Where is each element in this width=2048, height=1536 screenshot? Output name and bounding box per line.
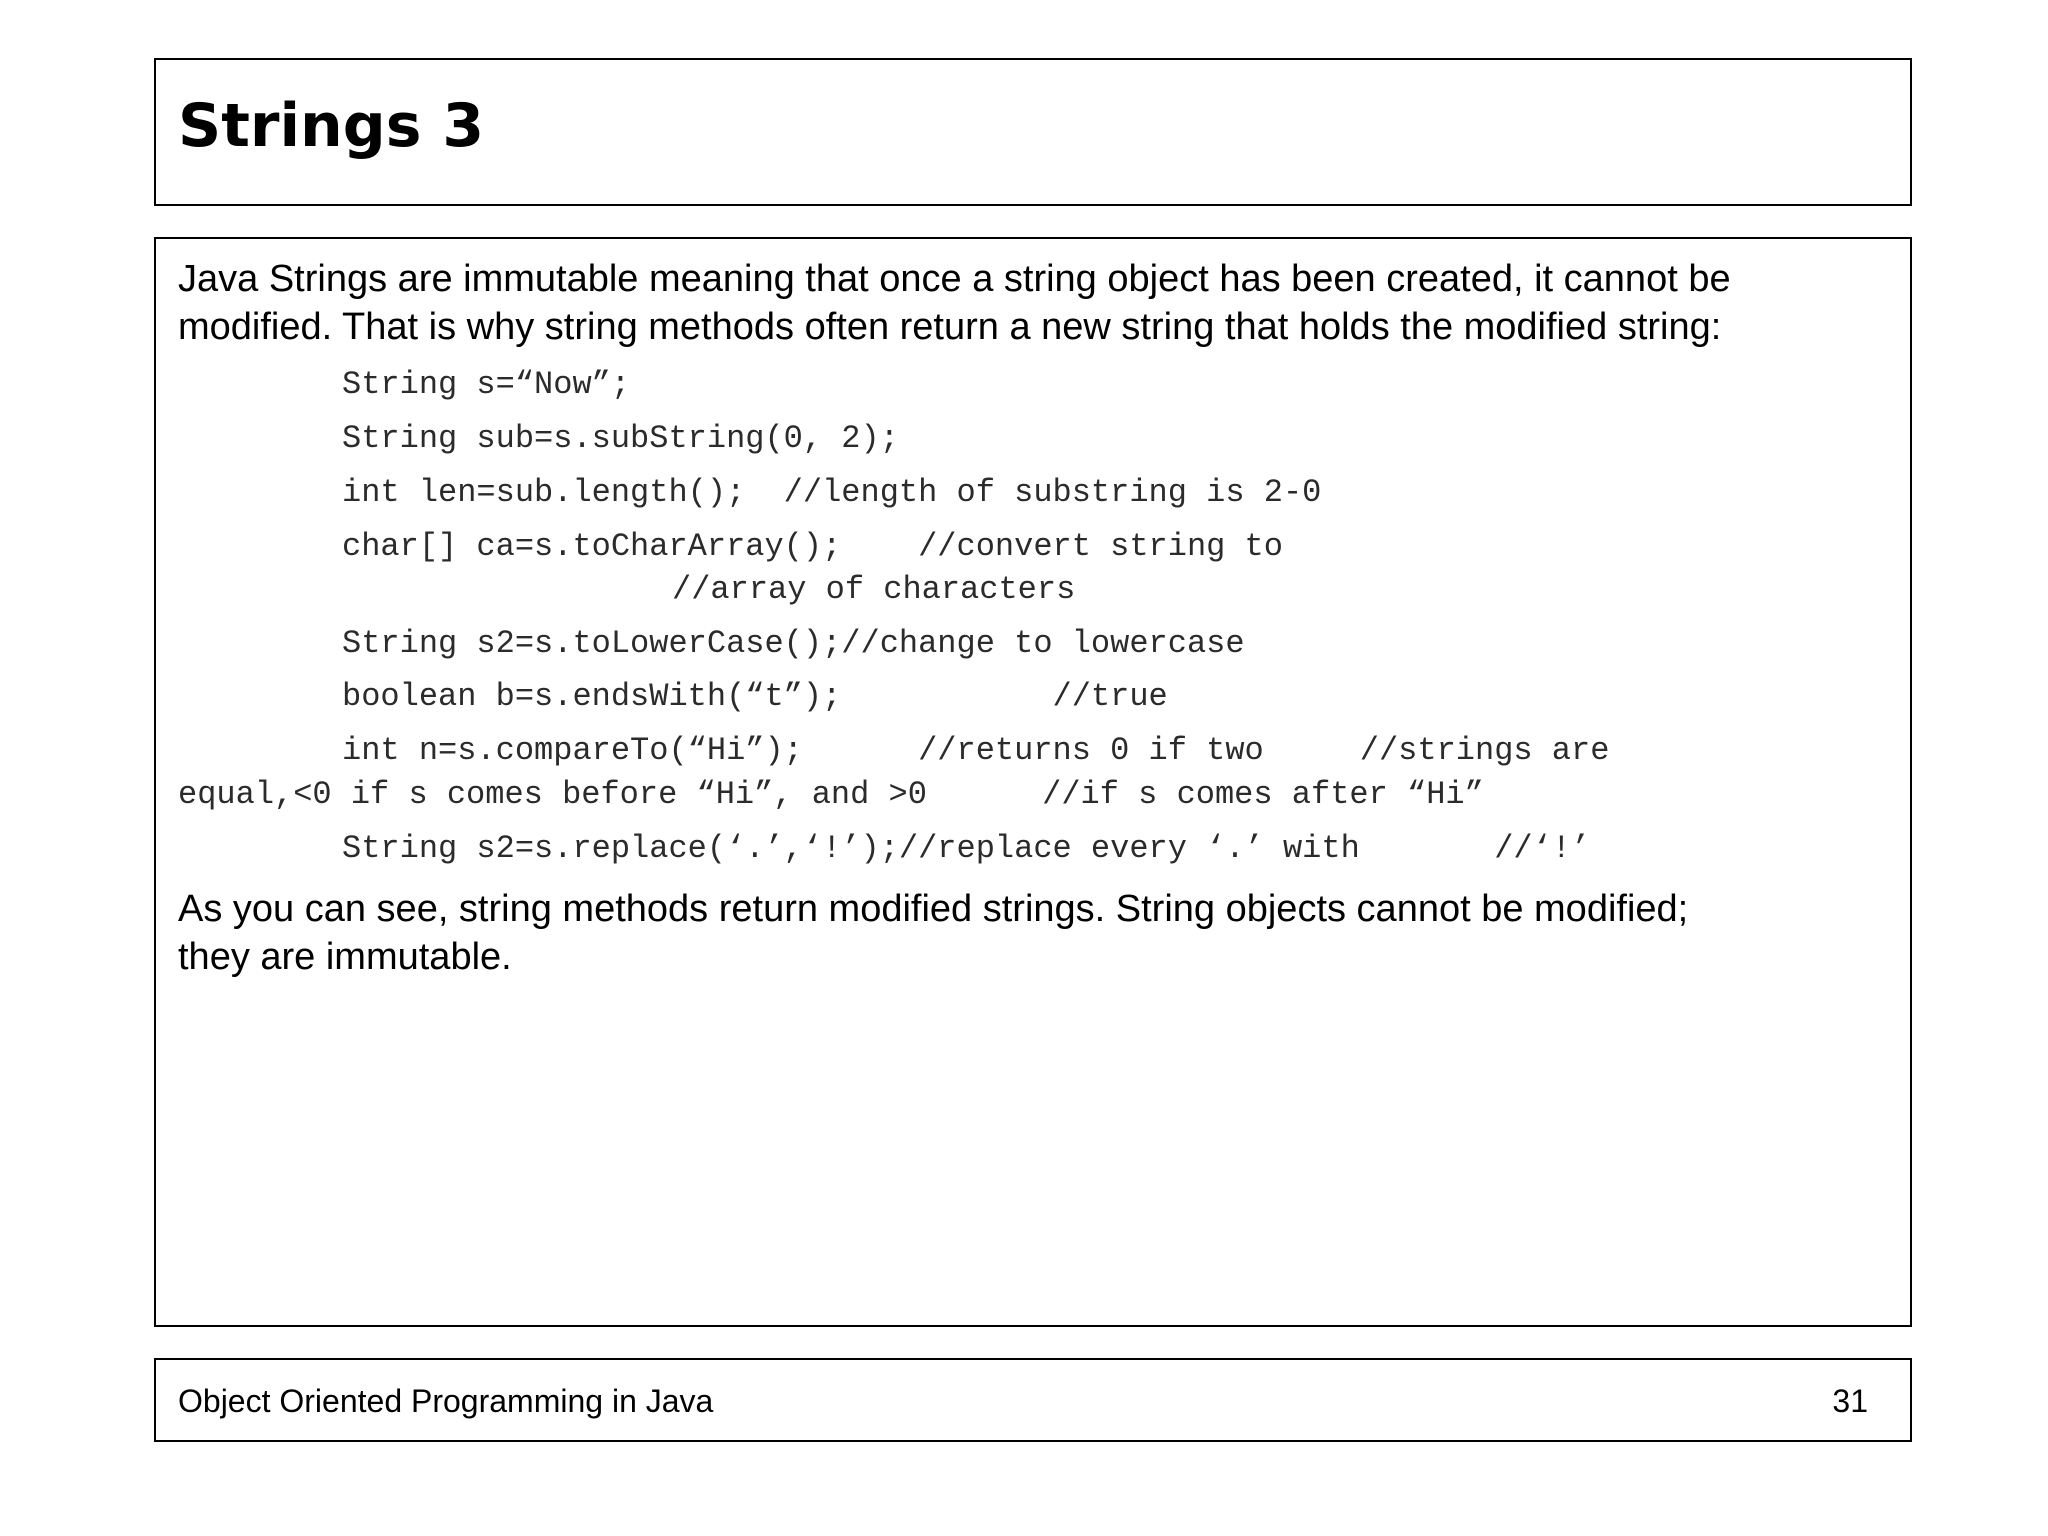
code-line-string-declaration: String s=“Now”; — [342, 366, 631, 403]
intro-text-line-1: Java Strings are immutable meaning that once a string object has been created, it cannot be — [178, 258, 1731, 300]
footer-course-title: Object Oriented Programming in Java — [178, 1383, 714, 1419]
code-line-substring: String sub=s.subString(0, 2); — [342, 420, 899, 457]
slide-content-box — [154, 237, 1912, 1327]
slide-footer — [154, 1358, 1912, 1442]
code-line-compare-to-continued: equal,<0 if s comes before “Hi”, and >0 //if s comes after “Hi” — [178, 776, 1484, 813]
outro-text-line-2: they are immutable. — [178, 936, 512, 978]
slide-title-box — [154, 58, 1912, 206]
code-line-to-char-array: char[] ca=s.toCharArray(); //convert string to — [342, 528, 1283, 565]
code-line-to-char-array-comment: //array of characters — [672, 571, 1076, 608]
slide-title: Strings 3 — [178, 91, 485, 161]
code-line-compare-to: int n=s.compareTo(“Hi”); //returns 0 if two //strings are — [342, 732, 1610, 769]
code-line-to-lower-case: String s2=s.toLowerCase();//change to lowercase — [342, 625, 1245, 662]
code-line-replace: String s2=s.replace(‘.’,‘!’);//replace every ‘.’ with //‘!’ — [342, 830, 1591, 867]
intro-text-line-2: modified. That is why string methods often return a new string that holds the modified string: — [178, 306, 1722, 348]
outro-text-line-1: As you can see, string methods return modified strings. String objects cannot be modified; — [178, 888, 1689, 930]
code-line-ends-with: boolean b=s.endsWith(“t”); //true — [342, 678, 1168, 715]
code-line-length: int len=sub.length(); //length of substring is 2-0 — [342, 474, 1322, 511]
footer-page-number: 31 — [1832, 1383, 1868, 1419]
